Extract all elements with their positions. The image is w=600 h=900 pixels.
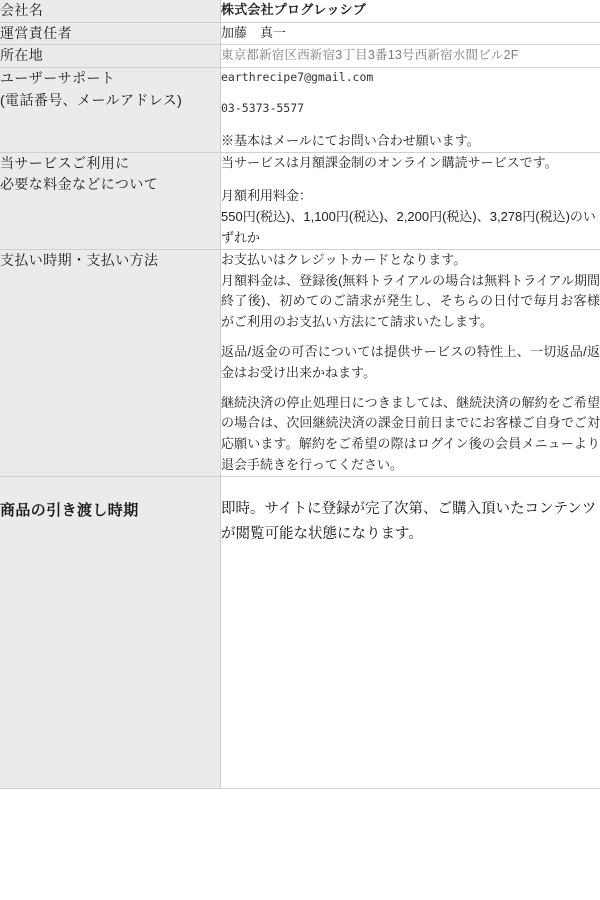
row-value-payment: [221, 249, 600, 476]
table-row-delivery: [0, 476, 600, 788]
fee-label-line2: 必要な料金などについて: [0, 176, 159, 193]
table-row-manager: [0, 22, 600, 45]
row-label-manager: 運営責任者: [0, 22, 221, 45]
payment-refund-text: 返品/返金の可否については提供サービスの特性上、一切返品/返金はお受け出来かねます。: [221, 344, 600, 380]
row-label-fee: [0, 152, 221, 249]
row-value-fee: [221, 152, 600, 249]
row-label-delivery: 商品の引き渡し時期: [0, 476, 221, 788]
delivery-spacer: [221, 548, 600, 788]
row-label-company: 会社名: [0, 0, 221, 22]
row-label-support: [0, 68, 221, 153]
support-email-text[interactable]: earthrecipe7@gmail.com: [221, 70, 374, 85]
support-phone-text[interactable]: 03-5373-5577: [221, 101, 305, 116]
table-row-company: [0, 0, 600, 22]
row-value-support: [221, 68, 600, 153]
fee-heading-text: 月額利用料金：: [221, 188, 313, 204]
table-row-payment: [0, 249, 600, 476]
company-name-text: 株式会社プログレッシブ: [221, 2, 367, 17]
support-label-line1: ユーザーサポート: [0, 70, 116, 87]
payment-billing-text: 月額料金は、登録後(無料トライアルの場合は無料トライアル期間終了後)、初めてのご請求が発生し、そちらの日付で毎月お客様がご利用のお支払い方法にて請求いたします。: [221, 272, 600, 330]
table-row-address: [0, 45, 600, 68]
table-row-fee: [0, 152, 600, 249]
delivery-text: 即時。サイトに登録が完了次第、ご購入頂いたコンテンツが閲覧可能な状態になります。: [221, 500, 597, 543]
row-value-address: [221, 45, 600, 68]
row-label-address: 所在地: [0, 45, 221, 68]
row-value-manager: [221, 22, 600, 45]
fee-amounts-text: 550円(税込)、1,100円(税込)、2,200円(税込)、3,278円(税込)のいずれか: [221, 209, 596, 246]
support-note-text: ※基本はメールにてお問い合わせ願います。: [221, 132, 480, 148]
fee-intro-text: 当サービスは月額課金制のオンライン購読サービスです。: [221, 154, 558, 170]
row-value-company: [221, 0, 600, 22]
payment-method-text: お支払いはクレジットカードとなります。: [221, 251, 467, 267]
row-label-payment: 支払い時期・支払い方法: [0, 249, 221, 476]
table-row-support: [0, 68, 600, 153]
support-label-line2: (電話番号、メールアドレス): [0, 91, 183, 108]
manager-name-text: 加藤 真一: [221, 24, 287, 40]
payment-cancellation-text: 継続決済の停止処理日につきましては、継続決済の解約をご希望の場合は、次回継続決済の課金日前日までにお客様ご自身でご対応願います。解約をご希望の際はログイン後の会員メニューより退会手続きを行ってください。: [221, 394, 600, 472]
fee-label-line1: 当サービスご利用に: [0, 154, 130, 171]
row-value-delivery: [221, 476, 600, 788]
address-text: 東京都新宿区西新宿3丁目3番13号西新宿水間ビル2F: [221, 48, 519, 63]
